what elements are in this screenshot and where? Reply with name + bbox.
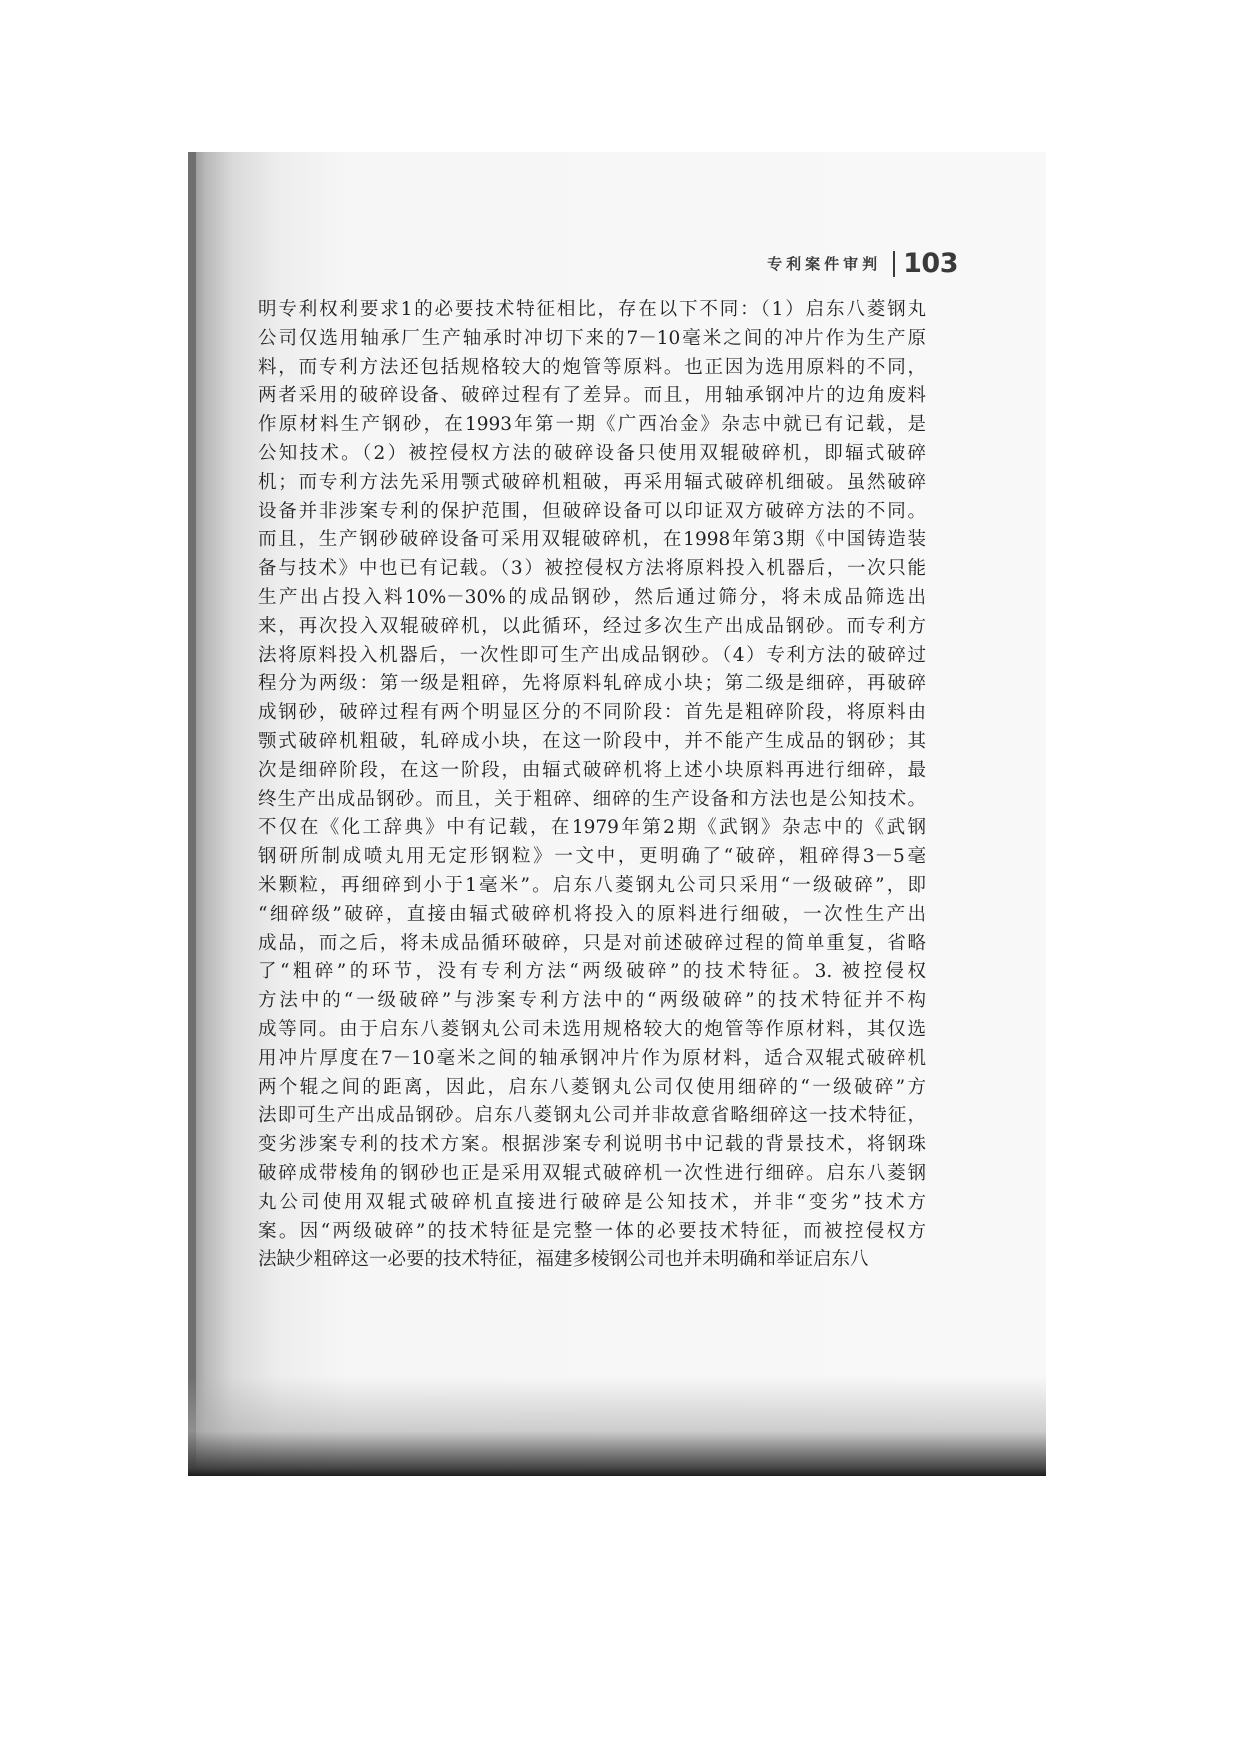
running-header (767, 248, 958, 279)
text-line: 公司仅选用轴承厂生产轴承时冲切下来的7－10毫米之间的冲片作为生产原 (258, 327, 926, 349)
text-line: 次是细碎阶段，在这一阶段，由辐式破碎机将上述小块原料再进行细碎，最 (258, 759, 926, 781)
text-line: 生产出占投入料10%－30%的成品钢砂，然后通过筛分，将未成品筛选出 (258, 586, 926, 608)
text-line: 法即可生产出成品钢砂。启东八菱钢丸公司并非故意省略细碎这一技术特征， (258, 1105, 926, 1127)
text-line: 法将原料投入机器后，一次性即可生产出成品钢砂。（4）专利方法的破碎过 (258, 644, 926, 666)
text-line: 丸公司使用双辊式破碎机直接进行破碎是公知技术，并非“变劣”技术方 (258, 1191, 926, 1213)
text-line: 破碎成带棱角的钢砂也正是采用双辊式破碎机一次性进行细碎。启东八菱钢 (258, 1162, 926, 1184)
text-line: 颚式破碎机粗破，轧碎成小块，在这一阶段中，并不能产生成品的钢砂；其 (258, 730, 926, 752)
text-line: 法缺少粗碎这一必要的技术特征，福建多棱钢公司也并未明确和举证启东八 (258, 1249, 869, 1271)
text-line: 了“粗碎”的环节，没有专利方法“两级破碎”的技术特征。3. 被控侵权 (258, 961, 926, 983)
text-line: 方法中的“一级破碎”与涉案专利方法中的“两级破碎”的技术特征并不构 (258, 990, 926, 1012)
text-line: 备与技术》中也已有记载。（3）被控侵权方法将原料投入机器后，一次只能 (258, 558, 926, 580)
text-line: 作原材料生产钢砂，在1993年第一期《广西冶金》杂志中就已有记载，是 (258, 414, 926, 436)
text-line: 程分为两级：第一级是粗碎，先将原料轧碎成小块；第二级是细碎，再破碎 (258, 673, 926, 695)
text-line: 钢研所制成喷丸用无定形钢粒》一文中，更明确了“破碎，粗碎得3－5毫 (258, 846, 926, 868)
body-text (258, 296, 926, 1275)
text-line: 机；而专利方法先采用颚式破碎机粗破，再采用辐式破碎机细破。虽然破碎 (258, 471, 926, 493)
text-line: 变劣涉案专利的技术方案。根据涉案专利说明书中记载的背景技术，将钢珠 (258, 1134, 926, 1156)
text-line: 来，再次投入双辊破碎机，以此循环，经过多次生产出成品钢砂。而专利方 (258, 615, 926, 637)
text-line: 成等同。由于启东八菱钢丸公司未选用规格较大的炮管等作原材料，其仅选 (258, 1018, 926, 1040)
scanned-book-page (188, 152, 1046, 1476)
text-line: 成品，而之后，将未成品循环破碎，只是对前述破碎过程的简单重复，省略 (258, 932, 926, 954)
text-line: 终生产出成品钢砂。而且，关于粗碎、细碎的生产设备和方法也是公知技术。 (258, 788, 926, 810)
page-number: 103 (903, 248, 958, 279)
text-line: 公知技术。（2）被控侵权方法的破碎设备只使用双辊破碎机，即辐式破碎 (258, 442, 926, 464)
text-line: 米颗粒，再细碎到小于1毫米”。启东八菱钢丸公司只采用“一级破碎”，即 (258, 874, 926, 896)
text-line: 成钢砂，破碎过程有两个明显区分的不同阶段：首先是粗碎阶段，将原料由 (258, 702, 926, 724)
text-line: 料，而专利方法还包括规格较大的炮管等原料。也正因为选用原料的不同， (258, 356, 926, 378)
text-line: 而且，生产钢砂破碎设备可采用双辊破碎机，在1998年第3期《中国铸造装 (258, 529, 926, 551)
text-line: 案。因“两级破碎”的技术特征是完整一体的必要技术特征，而被控侵权方 (258, 1220, 926, 1242)
text-line: 用冲片厚度在7－10毫米之间的轴承钢冲片作为原材料，适合双辊式破碎机 (258, 1047, 926, 1069)
section-title: 专利案件审判 (767, 255, 882, 273)
text-line: 两者采用的破碎设备、破碎过程有了差异。而且，用轴承钢冲片的边角废料 (258, 385, 926, 407)
text-line: 设备并非涉案专利的保护范围，但破碎设备可以印证双方破碎方法的不同。 (258, 500, 926, 522)
page-binding-shadow (188, 152, 196, 1476)
text-line: 两个辊之间的距离，因此，启东八菱钢丸公司仅使用细碎的“一级破碎”方 (258, 1076, 926, 1098)
header-divider (893, 251, 895, 277)
text-line: “细碎级”破碎，直接由辐式破碎机将投入的原料进行细破，一次性生产出 (258, 903, 926, 925)
text-line: 不仅在《化工辞典》中有记载，在1979年第2期《武钢》杂志中的《武钢 (258, 817, 926, 839)
text-line: 明专利权利要求1的必要技术特征相比，存在以下不同：（1）启东八菱钢丸 (258, 299, 926, 320)
